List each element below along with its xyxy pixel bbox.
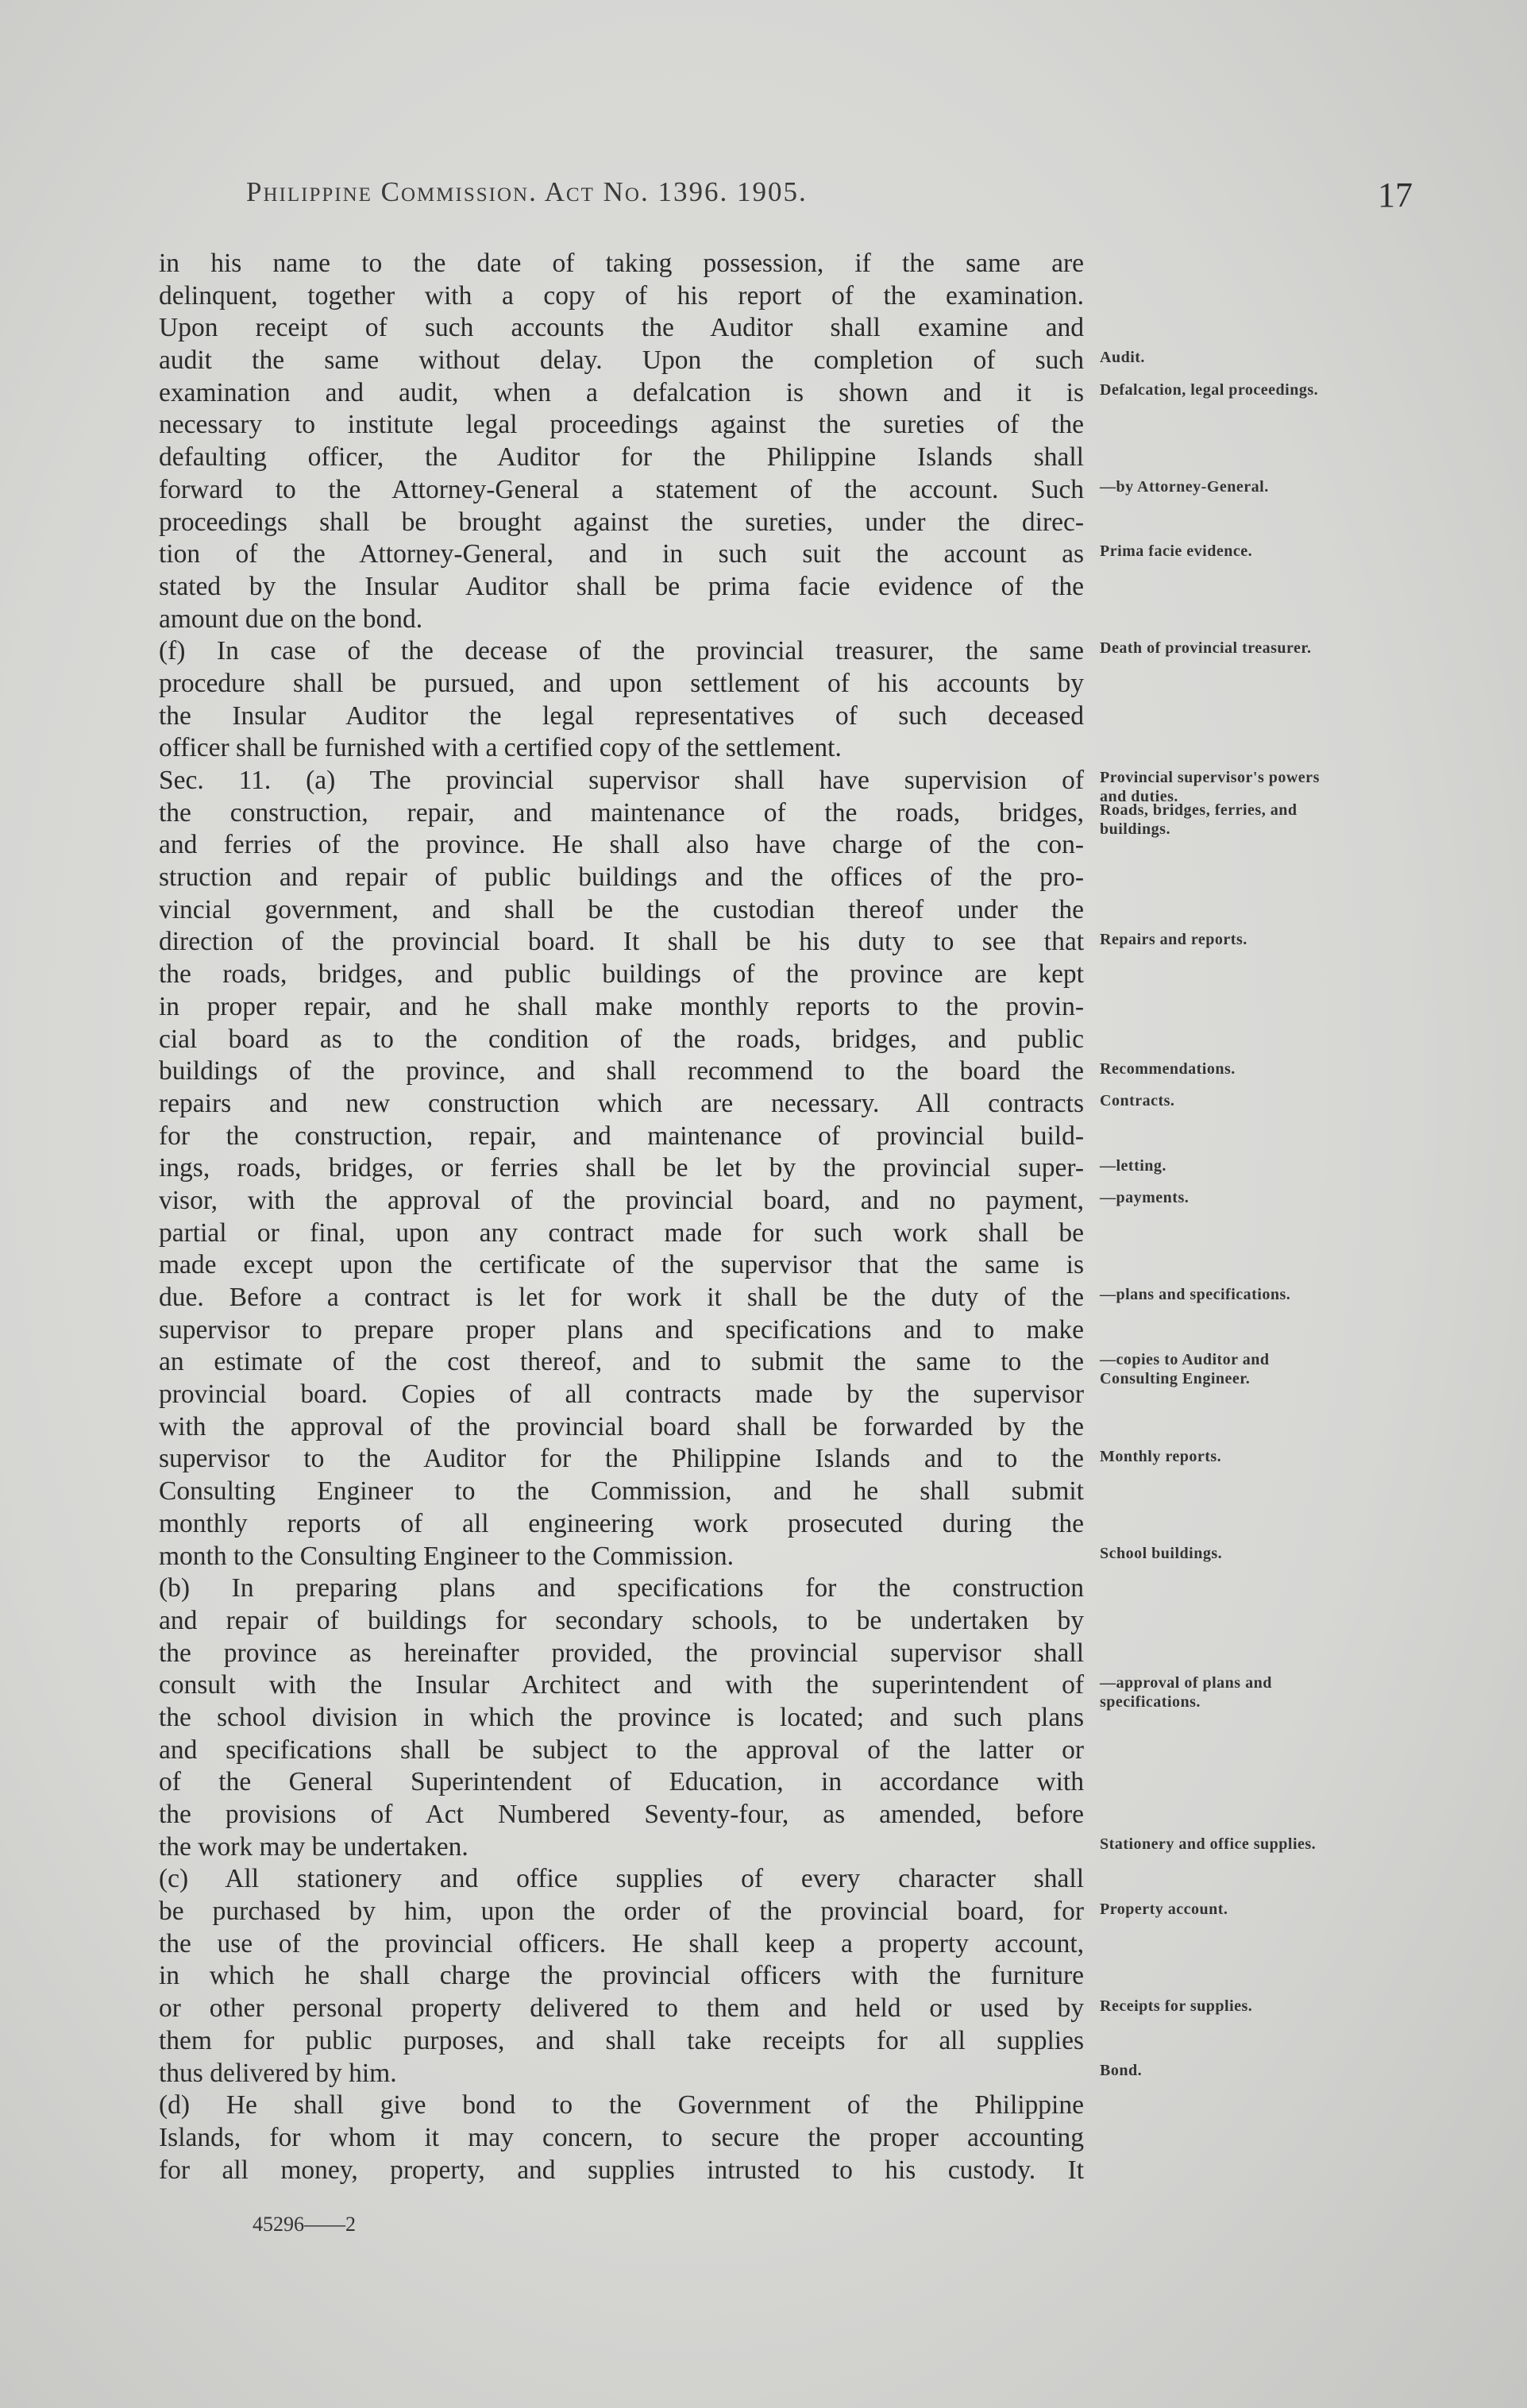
text-line: defaulting officer, the Auditor for the Philippine Islands shall — [159, 442, 1084, 473]
margin-note: Property account. — [1100, 1900, 1228, 1918]
text-line: forward to the Attorney-General a statement of the account. Such — [159, 474, 1084, 504]
margin-note: —plans and specifications. — [1100, 1286, 1291, 1304]
text-line: month to the Consulting Engineer to the Commission. — [159, 1541, 734, 1571]
text-line: officer shall be furnished with a certified copy of the settlement. — [159, 733, 842, 763]
text-line: examination and audit, when a defalcation is shown and it is — [159, 377, 1084, 407]
text-line: of the General Superintendent of Education, in accordance with — [159, 1767, 1084, 1797]
text-line: or other personal property delivered to them and held or used by — [159, 1993, 1084, 2024]
text-line: the school division in which the province is located; and such plans — [159, 1702, 1084, 1732]
text-line: delinquent, together with a copy of his report of the examination. — [159, 280, 1084, 311]
margin-note: Prima facie evidence. — [1100, 542, 1253, 561]
margin-note: Contracts. — [1100, 1092, 1175, 1110]
text-line: Consulting Engineer to the Commission, and he shall submit — [159, 1476, 1084, 1507]
text-line: buildings of the province, and shall recommend to the board the — [159, 1056, 1084, 1086]
text-line: the province as hereinafter provided, the provincial supervisor shall — [159, 1638, 1084, 1668]
text-line: the use of the provincial officers. He shall keep a property account, — [159, 1928, 1084, 1958]
text-line: the construction, repair, and maintenance of the roads, bridges, — [159, 797, 1084, 828]
margin-note: Death of provincial treasurer. — [1100, 639, 1312, 658]
text-line: in which he shall charge the provincial officers with the furniture — [159, 1961, 1084, 1991]
text-line: visor, with the approval of the provincial board, and no payment, — [159, 1185, 1084, 1215]
margin-note: —approval of plans and specifications. — [1100, 1673, 1272, 1711]
text-line: partial or final, upon any contract made for such work shall be — [159, 1218, 1084, 1248]
margin-note: Defalcation, legal proceedings. — [1100, 380, 1319, 399]
text-line: the work may be undertaken. — [159, 1831, 469, 1862]
text-line: the roads, bridges, and public buildings of the province are kept — [159, 959, 1084, 990]
text-line: vincial government, and shall be the custodian thereof under the — [159, 894, 1084, 924]
margin-note: —by Attorney-General. — [1100, 477, 1269, 496]
text-line: thus delivered by him. — [159, 2058, 397, 2088]
text-line: amount due on the bond. — [159, 604, 423, 634]
text-line: supervisor to the Auditor for the Philippine Islands and to the — [159, 1444, 1084, 1474]
text-line: procedure shall be pursued, and upon settlement of his accounts by — [159, 668, 1084, 698]
text-line: due. Before a contract is let for work it shall be the duty of the — [159, 1283, 1084, 1312]
text-line: the Insular Auditor the legal representatives of such deceased — [159, 700, 1084, 731]
page-number: 17 — [1378, 176, 1413, 214]
body-text — [159, 248, 1084, 2186]
margin-note: Audit. — [1100, 349, 1145, 367]
text-line: and specifications shall be subject to the approval of the latter or — [159, 1735, 1084, 1765]
text-line: repairs and new construction which are necessary. All contracts — [159, 1088, 1084, 1118]
margin-note: Receipts for supplies. — [1100, 1997, 1253, 2015]
text-line: Sec. 11. (a) The provincial supervisor shall have supervision of — [159, 766, 1084, 795]
text-line: and repair of buildings for secondary schools, to be undertaken by — [159, 1605, 1084, 1635]
text-line: cial board as to the condition of the roads, bridges, and public — [159, 1024, 1084, 1054]
text-line: necessary to institute legal proceedings against the sureties of the — [159, 410, 1084, 440]
text-line: (f) In case of the decease of the provincial treasurer, the same — [159, 636, 1084, 666]
text-line: for the construction, repair, and maintenance of provincial build- — [159, 1121, 1084, 1151]
text-line: in his name to the date of taking possession, if the same are — [159, 249, 1084, 278]
margin-note: Provincial supervisor's powers and duties. — [1100, 769, 1320, 806]
text-line: supervisor to prepare proper plans and specifications and to make — [159, 1314, 1084, 1345]
text-line: and ferries of the province. He shall also have charge of the con- — [159, 830, 1084, 860]
margin-note: Repairs and reports. — [1100, 930, 1247, 948]
text-line: be purchased by him, upon the order of the provincial board, for — [159, 1897, 1084, 1927]
margin-note: Monthly reports. — [1100, 1447, 1222, 1465]
margin-note: —copies to Auditor and Consulting Engineer. — [1100, 1350, 1270, 1387]
running-header: Philippine Commission. Act No. 1396. 1905. — [246, 176, 808, 207]
signature-mark: 45296——2 — [253, 2213, 356, 2236]
margin-note: Recommendations. — [1100, 1059, 1236, 1078]
text-line: direction of the provincial board. It shall be his duty to see that — [159, 927, 1084, 957]
text-line: ings, roads, bridges, or ferries shall be let by the provincial super- — [159, 1153, 1084, 1183]
text-line: monthly reports of all engineering work prosecuted during the — [159, 1508, 1084, 1538]
text-line: tion of the Attorney-General, and in such suit the account as — [159, 539, 1084, 569]
text-line: an estimate of the cost thereof, and to submit the same to the — [159, 1347, 1084, 1377]
text-line: in proper repair, and he shall make monthly reports to the provin- — [159, 991, 1084, 1021]
margin-note: —payments. — [1100, 1189, 1190, 1207]
text-line: (b) In preparing plans and specifications for the construction — [159, 1573, 1084, 1603]
text-line: provincial board. Copies of all contracts made by the supervisor — [159, 1380, 1084, 1410]
text-line: (c) All stationery and office supplies of every character shall — [159, 1864, 1084, 1894]
margin-note: Stationery and office supplies. — [1100, 1835, 1317, 1854]
margin-note: —letting. — [1100, 1156, 1166, 1175]
text-line: Islands, for whom it may concern, to secure the proper accounting — [159, 2122, 1084, 2152]
text-line: (d) He shall give bond to the Government of the Philippine — [159, 2090, 1084, 2121]
text-line: stated by the Insular Auditor shall be prima facie evidence of the — [159, 571, 1084, 601]
text-line: for all money, property, and supplies intrusted to his custody. It — [159, 2155, 1084, 2185]
text-line: struction and repair of public buildings and the offices of the pro- — [159, 862, 1084, 893]
text-line: made except upon the certificate of the supervisor that the same is — [159, 1250, 1084, 1280]
text-line: with the approval of the provincial board shall be forwarded by the — [159, 1411, 1084, 1441]
text-line: Upon receipt of such accounts the Auditor shall examine and — [159, 313, 1084, 343]
text-line: the provisions of Act Numbered Seventy-four, as amended, before — [159, 1800, 1084, 1829]
margin-note: Roads, bridges, ferries, and buildings. — [1100, 801, 1298, 838]
margin-note: Bond. — [1100, 2062, 1143, 2080]
text-line: consult with the Insular Architect and with the superintendent of — [159, 1670, 1084, 1700]
margin-note: School buildings. — [1100, 1545, 1223, 1562]
text-line: audit the same without delay. Upon the completion of such — [159, 345, 1084, 376]
text-line: proceedings shall be brought against the sureties, under the direc- — [159, 507, 1084, 537]
text-line: them for public purposes, and shall take receipts for all supplies — [159, 2025, 1084, 2055]
